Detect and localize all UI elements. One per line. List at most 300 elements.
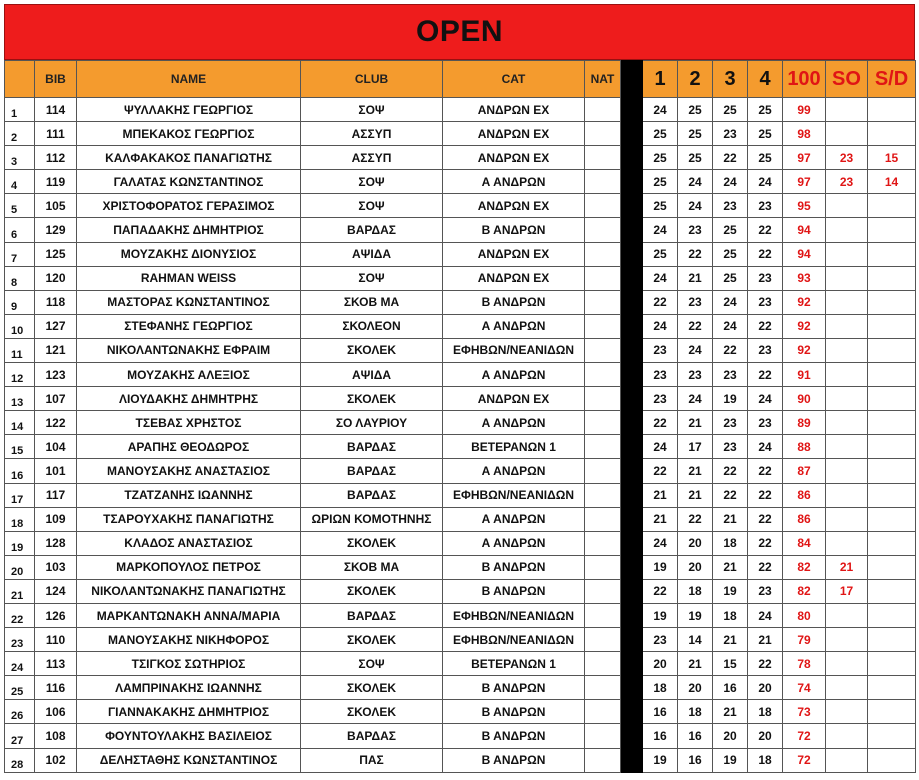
series-4-cell: 23 [748,411,783,435]
bib-cell: 117 [35,483,77,507]
athlete-name-cell: ΜΑΝΟΥΣΑΚΗΣ ΝΙΚΗΦΟΡΟΣ [77,628,301,652]
series-2-cell: 24 [678,170,713,194]
nat-cell [585,628,621,652]
series-4-cell: 23 [748,194,783,218]
club-cell: ΩΡΙΩΝ ΚΟΜΟΤΗΝΗΣ [301,507,443,531]
table-row [5,555,916,579]
position-cell: 10 [5,314,35,338]
club-cell: ΣΟΨ [301,170,443,194]
category-cell: Α ΑΝΔΡΩΝ [443,314,585,338]
position-cell: 23 [5,628,35,652]
nat-cell [585,194,621,218]
series-1-cell: 20 [643,652,678,676]
shoot-off-cell [826,724,868,748]
bib-cell: 111 [35,122,77,146]
shoot-off-cell: 23 [826,170,868,194]
category-cell: ΕΦΗΒΩΝ/ΝΕΑΝΙΔΩΝ [443,628,585,652]
club-cell: ΣΚΟΒ ΜΑ [301,290,443,314]
category-cell: Α ΑΝΔΡΩΝ [443,531,585,555]
series-2-cell: 21 [678,483,713,507]
series-4-cell: 22 [748,363,783,387]
series-4-cell: 20 [748,724,783,748]
shoot-off-cell [826,290,868,314]
series-3-cell: 25 [713,218,748,242]
nat-cell [585,700,621,724]
total-cell: 72 [783,724,826,748]
sudden-death-cell [868,435,916,459]
series-2-cell: 22 [678,507,713,531]
club-cell: ΒΑΡΔΑΣ [301,435,443,459]
series-1-cell: 24 [643,314,678,338]
series-3-cell: 21 [713,555,748,579]
club-cell: ΣΚΟΛΕΚ [301,387,443,411]
series-1-cell: 19 [643,748,678,772]
total-cell: 98 [783,122,826,146]
shoot-off-cell [826,242,868,266]
total-cell: 73 [783,700,826,724]
series-1-cell: 22 [643,459,678,483]
nat-cell [585,314,621,338]
table-row [5,242,916,266]
nat-cell [585,387,621,411]
table-row [5,194,916,218]
bib-cell: 128 [35,531,77,555]
header-bib: BIB [35,61,77,98]
shoot-off-cell [826,363,868,387]
series-3-cell: 25 [713,266,748,290]
shoot-off-cell [826,314,868,338]
nat-cell [585,748,621,772]
series-2-cell: 16 [678,724,713,748]
series-4-cell: 24 [748,387,783,411]
position-cell: 25 [5,676,35,700]
series-3-cell: 25 [713,242,748,266]
total-cell: 97 [783,170,826,194]
series-1-cell: 23 [643,387,678,411]
series-4-cell: 25 [748,122,783,146]
nat-cell [585,242,621,266]
series-2-cell: 24 [678,387,713,411]
series-1-cell: 16 [643,700,678,724]
series-3-cell: 21 [713,700,748,724]
table-row [5,628,916,652]
nat-cell [585,459,621,483]
header-name: NAME [77,61,301,98]
series-3-cell: 22 [713,146,748,170]
series-2-cell: 21 [678,411,713,435]
athlete-name-cell: ΓΑΛΑΤΑΣ ΚΩΝΣΤΑΝΤΙΝΟΣ [77,170,301,194]
table-row [5,531,916,555]
sudden-death-cell [868,194,916,218]
category-cell: ΑΝΔΡΩΝ ΕΧ [443,98,585,122]
nat-cell [585,579,621,603]
total-cell: 90 [783,387,826,411]
athlete-name-cell: ΤΣΙΓΚΟΣ ΣΩΤΗΡΙΟΣ [77,652,301,676]
athlete-name-cell: ΤΖΑΤΖΑΝΗΣ ΙΩΑΝΝΗΣ [77,483,301,507]
table-row [5,652,916,676]
series-3-cell: 23 [713,411,748,435]
series-3-cell: 22 [713,459,748,483]
series-3-cell: 23 [713,435,748,459]
sudden-death-cell [868,628,916,652]
category-cell: Β ΑΝΔΡΩΝ [443,218,585,242]
series-2-cell: 20 [678,676,713,700]
series-2-cell: 25 [678,98,713,122]
header-series-1: 1 [643,61,678,98]
shoot-off-cell: 21 [826,555,868,579]
shoot-off-cell [826,676,868,700]
shoot-off-cell [826,652,868,676]
series-1-cell: 23 [643,338,678,362]
separator-cell [621,387,643,411]
series-4-cell: 23 [748,266,783,290]
nat-cell [585,531,621,555]
position-cell: 16 [5,459,35,483]
category-cell: ΑΝΔΡΩΝ ΕΧ [443,266,585,290]
series-2-cell: 21 [678,652,713,676]
category-cell: Β ΑΝΔΡΩΝ [443,748,585,772]
separator-cell [621,290,643,314]
shoot-off-cell [826,387,868,411]
series-4-cell: 22 [748,459,783,483]
category-cell: Β ΑΝΔΡΩΝ [443,700,585,724]
series-1-cell: 25 [643,146,678,170]
table-header [5,61,916,98]
sudden-death-cell [868,724,916,748]
total-cell: 82 [783,579,826,603]
series-4-cell: 22 [748,555,783,579]
separator-cell [621,531,643,555]
nat-cell [585,338,621,362]
nat-cell [585,603,621,627]
athlete-name-cell: ΜΠΕΚΑΚΟΣ ΓΕΩΡΓΙΟΣ [77,122,301,146]
position-cell: 15 [5,435,35,459]
shoot-off-cell: 17 [826,579,868,603]
separator-cell [621,700,643,724]
position-cell: 20 [5,555,35,579]
position-cell: 5 [5,194,35,218]
title-bar [4,4,915,60]
shoot-off-cell [826,122,868,146]
club-cell: ΒΑΡΔΑΣ [301,724,443,748]
series-4-cell: 22 [748,218,783,242]
nat-cell [585,266,621,290]
nat-cell [585,363,621,387]
table-row [5,146,916,170]
category-cell: ΕΦΗΒΩΝ/ΝΕΑΝΙΔΩΝ [443,603,585,627]
sudden-death-cell [868,748,916,772]
header-cat: CAT [443,61,585,98]
header-series-4: 4 [748,61,783,98]
club-cell: ΒΑΡΔΑΣ [301,483,443,507]
shoot-off-cell [826,483,868,507]
separator-cell [621,194,643,218]
position-cell: 11 [5,338,35,362]
sudden-death-cell [868,700,916,724]
series-2-cell: 18 [678,700,713,724]
table-row [5,363,916,387]
club-cell: ΣΟΨ [301,652,443,676]
separator-cell [621,122,643,146]
separator-cell [621,363,643,387]
series-4-cell: 25 [748,146,783,170]
position-cell: 8 [5,266,35,290]
athlete-name-cell: ΚΛΑΔΟΣ ΑΝΑΣΤΑΣΙΟΣ [77,531,301,555]
category-cell: ΑΝΔΡΩΝ ΕΧ [443,122,585,146]
position-cell: 14 [5,411,35,435]
total-cell: 93 [783,266,826,290]
position-cell: 28 [5,748,35,772]
separator-cell [621,411,643,435]
series-1-cell: 23 [643,363,678,387]
separator-cell [621,459,643,483]
athlete-name-cell: ΛΙΟΥΔΑΚΗΣ ΔΗΜΗΤΡΗΣ [77,387,301,411]
club-cell: ΒΑΡΔΑΣ [301,218,443,242]
series-4-cell: 18 [748,700,783,724]
total-cell: 89 [783,411,826,435]
bib-cell: 105 [35,194,77,218]
position-cell: 24 [5,652,35,676]
table-row [5,483,916,507]
series-3-cell: 23 [713,122,748,146]
bib-cell: 112 [35,146,77,170]
table-row [5,290,916,314]
series-2-cell: 22 [678,314,713,338]
club-cell: ΣΚΟΛΕΚ [301,700,443,724]
series-1-cell: 25 [643,170,678,194]
category-cell: Β ΑΝΔΡΩΝ [443,724,585,748]
bib-cell: 116 [35,676,77,700]
sudden-death-cell [868,290,916,314]
club-cell: ΣΚΟΛΕΚ [301,628,443,652]
series-1-cell: 25 [643,242,678,266]
shoot-off-cell: 23 [826,146,868,170]
series-3-cell: 23 [713,194,748,218]
shoot-off-cell [826,218,868,242]
shoot-off-cell [826,435,868,459]
bib-cell: 109 [35,507,77,531]
nat-cell [585,483,621,507]
series-3-cell: 15 [713,652,748,676]
series-1-cell: 23 [643,628,678,652]
sudden-death-cell: 15 [868,146,916,170]
bib-cell: 129 [35,218,77,242]
nat-cell [585,218,621,242]
athlete-name-cell: RAHMAN WEISS [77,266,301,290]
table-row [5,338,916,362]
series-2-cell: 24 [678,194,713,218]
position-cell: 13 [5,387,35,411]
results-sheet [4,4,915,773]
separator-cell [621,435,643,459]
position-cell: 27 [5,724,35,748]
series-3-cell: 19 [713,387,748,411]
series-1-cell: 19 [643,603,678,627]
position-cell: 1 [5,98,35,122]
shoot-off-cell [826,603,868,627]
series-3-cell: 16 [713,676,748,700]
athlete-name-cell: ΓΙΑΝΝΑΚΑΚΗΣ ΔΗΜΗΤΡΙΟΣ [77,700,301,724]
sudden-death-cell [868,676,916,700]
athlete-name-cell: ΜΑΝΟΥΣΑΚΗΣ ΑΝΑΣΤΑΣΙΟΣ [77,459,301,483]
header-club: CLUB [301,61,443,98]
table-row [5,170,916,194]
bib-cell: 108 [35,724,77,748]
club-cell: ΣΚΟΒ ΜΑ [301,555,443,579]
series-3-cell: 22 [713,483,748,507]
nat-cell [585,676,621,700]
separator-cell [621,338,643,362]
shoot-off-cell [826,194,868,218]
athlete-name-cell: ΧΡΙΣΤΟΦΟΡΑΤΟΣ ΓΕΡΑΣΙΜΟΣ [77,194,301,218]
shoot-off-cell [826,411,868,435]
page-title: OPEN [415,15,504,48]
club-cell: ΑΣΣΥΠ [301,122,443,146]
total-cell: 79 [783,628,826,652]
series-4-cell: 23 [748,338,783,362]
series-1-cell: 18 [643,676,678,700]
sudden-death-cell [868,555,916,579]
sudden-death-cell [868,603,916,627]
club-cell: ΣΟΨ [301,98,443,122]
shoot-off-cell [826,98,868,122]
series-2-cell: 20 [678,555,713,579]
series-1-cell: 22 [643,579,678,603]
separator-cell [621,314,643,338]
series-1-cell: 22 [643,290,678,314]
shoot-off-cell [826,459,868,483]
athlete-name-cell: ΠΑΠΑΔΑΚΗΣ ΔΗΜΗΤΡΙΟΣ [77,218,301,242]
table-row [5,314,916,338]
series-1-cell: 24 [643,435,678,459]
category-cell: ΕΦΗΒΩΝ/ΝΕΑΝΙΔΩΝ [443,338,585,362]
nat-cell [585,435,621,459]
athlete-name-cell: ΝΙΚΟΛΑΝΤΩΝΑΚΗΣ ΠΑΝΑΓΙΩΤΗΣ [77,579,301,603]
nat-cell [585,411,621,435]
bib-cell: 114 [35,98,77,122]
series-4-cell: 25 [748,98,783,122]
nat-cell [585,555,621,579]
total-cell: 86 [783,483,826,507]
series-1-cell: 21 [643,483,678,507]
series-1-cell: 24 [643,98,678,122]
sudden-death-cell [868,363,916,387]
shoot-off-cell [826,700,868,724]
series-4-cell: 22 [748,242,783,266]
series-2-cell: 21 [678,266,713,290]
separator-cell [621,724,643,748]
bib-cell: 104 [35,435,77,459]
nat-cell [585,170,621,194]
table-row [5,435,916,459]
series-3-cell: 23 [713,363,748,387]
results-table [4,60,916,773]
table-row [5,122,916,146]
club-cell: ΠΑΣ [301,748,443,772]
total-cell: 97 [783,146,826,170]
series-1-cell: 22 [643,411,678,435]
bib-cell: 120 [35,266,77,290]
total-cell: 92 [783,314,826,338]
total-cell: 86 [783,507,826,531]
club-cell: ΣΚΟΛΕΚ [301,579,443,603]
total-cell: 92 [783,290,826,314]
position-cell: 3 [5,146,35,170]
athlete-name-cell: ΦΟΥΝΤΟΥΛΑΚΗΣ ΒΑΣΙΛΕΙΟΣ [77,724,301,748]
series-3-cell: 24 [713,170,748,194]
nat-cell [585,290,621,314]
nat-cell [585,122,621,146]
table-row [5,387,916,411]
position-cell: 17 [5,483,35,507]
club-cell: ΣΟ ΛΑΥΡΙΟΥ [301,411,443,435]
position-cell: 4 [5,170,35,194]
series-2-cell: 23 [678,363,713,387]
separator-cell [621,170,643,194]
separator-cell [621,603,643,627]
table-row [5,700,916,724]
bib-cell: 106 [35,700,77,724]
sudden-death-cell [868,483,916,507]
position-cell: 6 [5,218,35,242]
category-cell: ΑΝΔΡΩΝ ΕΧ [443,146,585,170]
total-cell: 92 [783,338,826,362]
bib-cell: 113 [35,652,77,676]
position-cell: 7 [5,242,35,266]
sudden-death-cell [868,242,916,266]
athlete-name-cell: ΤΣΑΡΟΥΧΑΚΗΣ ΠΑΝΑΓΙΩΤΗΣ [77,507,301,531]
athlete-name-cell: ΝΙΚΟΛΑΝΤΩΝΑΚΗΣ ΕΦΡΑΙΜ [77,338,301,362]
header-pos [5,61,35,98]
table-row [5,459,916,483]
sudden-death-cell [868,98,916,122]
athlete-name-cell: ΣΤΕΦΑΝΗΣ ΓΕΩΡΓΙΟΣ [77,314,301,338]
bib-cell: 126 [35,603,77,627]
total-cell: 94 [783,242,826,266]
series-1-cell: 24 [643,531,678,555]
category-cell: ΒΕΤΕΡΑΝΩΝ 1 [443,652,585,676]
sudden-death-cell [868,579,916,603]
table-row [5,98,916,122]
series-3-cell: 22 [713,338,748,362]
table-row [5,266,916,290]
position-cell: 9 [5,290,35,314]
position-cell: 26 [5,700,35,724]
series-3-cell: 21 [713,628,748,652]
series-3-cell: 20 [713,724,748,748]
athlete-name-cell: ΜΑΡΚΟΠΟΥΛΟΣ ΠΕΤΡΟΣ [77,555,301,579]
athlete-name-cell: ΜΑΣΤΟΡΑΣ ΚΩΝΣΤΑΝΤΙΝΟΣ [77,290,301,314]
header-series-3: 3 [713,61,748,98]
series-1-cell: 24 [643,218,678,242]
header-nat: NAT [585,61,621,98]
athlete-name-cell: ΜΟΥΖΑΚΗΣ ΔΙΟΝΥΣΙΟΣ [77,242,301,266]
sudden-death-cell [868,122,916,146]
club-cell: ΣΚΟΛΕΚ [301,531,443,555]
bib-cell: 124 [35,579,77,603]
position-cell: 12 [5,363,35,387]
category-cell: ΕΦΗΒΩΝ/ΝΕΑΝΙΔΩΝ [443,483,585,507]
series-1-cell: 25 [643,122,678,146]
separator-cell [621,218,643,242]
sudden-death-cell [868,338,916,362]
category-cell: Β ΑΝΔΡΩΝ [443,290,585,314]
athlete-name-cell: ΔΕΛΗΣΤΑΘΗΣ ΚΩΝΣΤΑΝΤΙΝΟΣ [77,748,301,772]
club-cell: ΣΟΨ [301,194,443,218]
category-cell: Β ΑΝΔΡΩΝ [443,676,585,700]
series-3-cell: 18 [713,531,748,555]
total-cell: 72 [783,748,826,772]
